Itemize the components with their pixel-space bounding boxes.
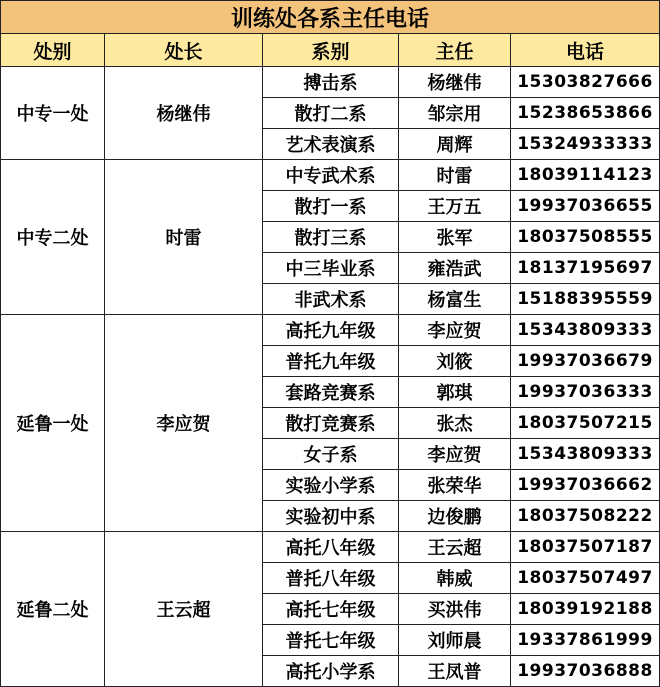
division-cell: 延鲁一处: [1, 315, 105, 532]
division-head-cell: 时雷: [105, 160, 263, 315]
dept-cell: 散打三系: [263, 222, 399, 253]
director-cell: 李应贺: [399, 439, 511, 470]
dept-cell: 实验小学系: [263, 470, 399, 501]
division-cell: 延鲁二处: [1, 532, 105, 687]
director-cell: 李应贺: [399, 315, 511, 346]
header-dept: 系别: [263, 34, 399, 67]
division-cell: 中专二处: [1, 160, 105, 315]
director-cell: 王云超: [399, 532, 511, 563]
director-cell: 刘筱: [399, 346, 511, 377]
header-phone: 电话: [511, 34, 660, 67]
phone-cell: 18037507187: [511, 532, 660, 563]
phone-cell: 15188395559: [511, 284, 660, 315]
director-cell: 买洪伟: [399, 594, 511, 625]
phone-cell: 15343809333: [511, 315, 660, 346]
director-cell: 郭琪: [399, 377, 511, 408]
director-cell: 边俊鹏: [399, 501, 511, 532]
director-cell: 张军: [399, 222, 511, 253]
dept-cell: 高托小学系: [263, 656, 399, 687]
table-row: [1, 67, 660, 98]
table-row: [1, 315, 660, 346]
table-row: [1, 160, 660, 191]
dept-cell: 中专武术系: [263, 160, 399, 191]
header-division: 处别: [1, 34, 105, 67]
dept-cell: 非武术系: [263, 284, 399, 315]
phone-cell: 19937036888: [511, 656, 660, 687]
dept-cell: 普托七年级: [263, 625, 399, 656]
dept-cell: 搏击系: [263, 67, 399, 98]
division-head-cell: 李应贺: [105, 315, 263, 532]
phone-cell: 18039192188: [511, 594, 660, 625]
phone-cell: 19937036679: [511, 346, 660, 377]
header-row: [1, 34, 660, 67]
division-head-cell: 王云超: [105, 532, 263, 687]
phone-cell: 18137195697: [511, 253, 660, 284]
dept-cell: 套路竞赛系: [263, 377, 399, 408]
phone-cell: 15238653866: [511, 98, 660, 129]
dept-cell: 中三毕业系: [263, 253, 399, 284]
dept-cell: 高托八年级: [263, 532, 399, 563]
phone-cell: 15324933333: [511, 129, 660, 160]
dept-cell: 散打二系: [263, 98, 399, 129]
director-cell: 杨富生: [399, 284, 511, 315]
dept-cell: 女子系: [263, 439, 399, 470]
phone-cell: 18037508222: [511, 501, 660, 532]
phone-cell: 19937036655: [511, 191, 660, 222]
director-cell: 时雷: [399, 160, 511, 191]
phone-cell: 19337861999: [511, 625, 660, 656]
header-head: 处长: [105, 34, 263, 67]
dept-cell: 普托九年级: [263, 346, 399, 377]
phone-cell: 19937036662: [511, 470, 660, 501]
phone-cell: 18037507497: [511, 563, 660, 594]
phone-cell: 19937036333: [511, 377, 660, 408]
dept-cell: 实验初中系: [263, 501, 399, 532]
dept-cell: 散打一系: [263, 191, 399, 222]
table-row: [1, 532, 660, 563]
director-cell: 刘师晨: [399, 625, 511, 656]
director-cell: 杨继伟: [399, 67, 511, 98]
director-cell: 雍浩武: [399, 253, 511, 284]
dept-cell: 高托九年级: [263, 315, 399, 346]
director-cell: 张杰: [399, 408, 511, 439]
phone-cell: 18037508555: [511, 222, 660, 253]
dept-cell: 高托七年级: [263, 594, 399, 625]
director-cell: 邹宗用: [399, 98, 511, 129]
phone-cell: 18037507215: [511, 408, 660, 439]
director-cell: 王万五: [399, 191, 511, 222]
dept-cell: 普托八年级: [263, 563, 399, 594]
dept-cell: 艺术表演系: [263, 129, 399, 160]
phone-cell: 15343809333: [511, 439, 660, 470]
table-title: 训练处各系主任电话: [1, 1, 660, 34]
director-cell: 周辉: [399, 129, 511, 160]
director-cell: 王凤普: [399, 656, 511, 687]
director-cell: 张荣华: [399, 470, 511, 501]
phone-cell: 18039114123: [511, 160, 660, 191]
division-cell: 中专一处: [1, 67, 105, 160]
division-head-cell: 杨继伟: [105, 67, 263, 160]
dept-cell: 散打竞赛系: [263, 408, 399, 439]
header-director: 主任: [399, 34, 511, 67]
director-cell: 韩威: [399, 563, 511, 594]
table-body: [1, 67, 660, 687]
phone-cell: 15303827666: [511, 67, 660, 98]
